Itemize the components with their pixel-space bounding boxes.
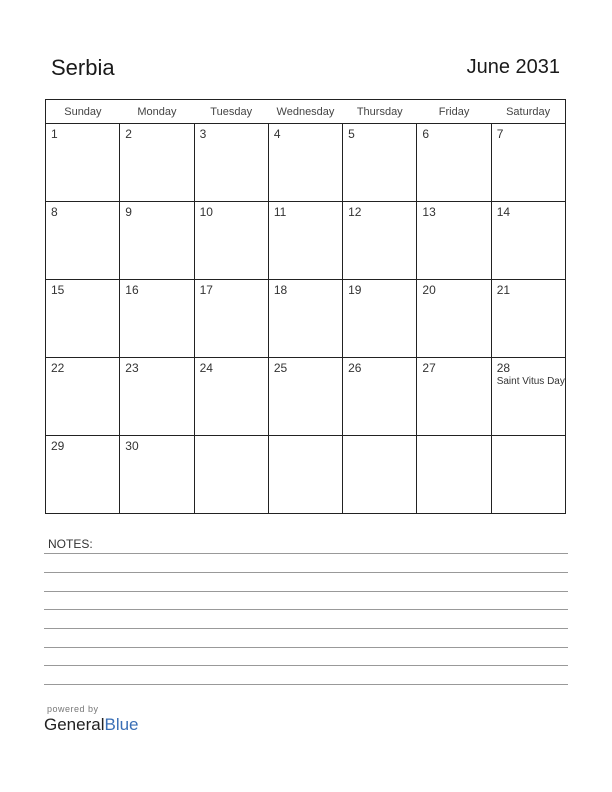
day-number: 9 [125, 205, 132, 219]
day-number: 4 [273, 127, 281, 141]
day-cell [120, 436, 194, 514]
day-number: 12 [348, 205, 362, 219]
day-number: 5 [348, 127, 355, 141]
day-cell [343, 358, 417, 436]
weekday-tuesday: Tuesday [194, 100, 268, 124]
day-number: 1 [51, 127, 58, 141]
day-cell [120, 358, 194, 436]
brand-name [44, 715, 139, 735]
day-number: 19 [348, 283, 362, 297]
day-cell [46, 124, 120, 202]
day-cell [417, 280, 491, 358]
note-line [44, 647, 568, 648]
day-cell [343, 124, 417, 202]
day-cell [491, 280, 565, 358]
day-cell [46, 358, 120, 436]
calendar-grid [45, 99, 566, 514]
day-number: 20 [422, 283, 436, 297]
note-line [44, 572, 568, 573]
weekday-saturday: Saturday [491, 100, 565, 124]
day-number: 30 [125, 439, 139, 453]
note-line [44, 609, 568, 610]
day-cell [417, 124, 491, 202]
day-number: 17 [199, 283, 213, 297]
day-cell [46, 202, 120, 280]
day-cell [417, 436, 491, 514]
day-number: 27 [422, 361, 436, 375]
brand-general-text: General [44, 715, 105, 734]
notes-label: NOTES: [48, 537, 93, 551]
day-number: 22 [51, 361, 65, 375]
week-row [46, 280, 566, 358]
day-cell [491, 358, 565, 436]
day-cell [268, 436, 342, 514]
day-cell [268, 358, 342, 436]
holiday-label: Saint Vitus Day [496, 376, 565, 387]
weekday-friday: Friday [417, 100, 491, 124]
day-number: 13 [422, 205, 436, 219]
month-year-title: June 2031 [466, 56, 560, 78]
day-number: 7 [496, 127, 504, 141]
day-cell [343, 436, 417, 514]
day-cell [343, 202, 417, 280]
day-number: 8 [51, 205, 58, 219]
day-number: 25 [273, 361, 288, 375]
day-number: 23 [125, 361, 139, 375]
day-cell [268, 202, 342, 280]
day-cell [120, 280, 194, 358]
day-number: 21 [496, 283, 511, 297]
day-cell [194, 280, 268, 358]
day-cell [194, 436, 268, 514]
day-cell [194, 124, 268, 202]
day-cell [120, 124, 194, 202]
day-number: 18 [273, 283, 288, 297]
day-number: 3 [199, 127, 207, 141]
day-cell [417, 358, 491, 436]
day-cell [194, 358, 268, 436]
day-number: 10 [199, 205, 213, 219]
note-line [44, 628, 568, 629]
weekday-monday: Monday [120, 100, 194, 124]
day-cell [491, 124, 565, 202]
weekday-thursday: Thursday [343, 100, 417, 124]
note-line [44, 553, 568, 554]
day-cell [491, 436, 565, 514]
day-number: 28 [496, 361, 511, 375]
day-cell [46, 280, 120, 358]
day-number: 29 [51, 439, 65, 453]
day-cell [46, 436, 120, 514]
note-line [44, 684, 568, 685]
note-line [44, 665, 568, 666]
day-number: 6 [422, 127, 430, 141]
day-number: 11 [273, 205, 287, 219]
week-row [46, 358, 566, 436]
day-number: 24 [199, 361, 213, 375]
day-cell [417, 202, 491, 280]
day-number: 15 [51, 283, 65, 297]
weekday-header-row [46, 100, 566, 124]
brand-blue-text: Blue [104, 715, 139, 734]
day-cell [120, 202, 194, 280]
day-cell [343, 280, 417, 358]
week-row [46, 436, 566, 514]
week-row [46, 124, 566, 202]
powered-by-text: powered by [47, 704, 99, 714]
weekday-sunday: Sunday [46, 100, 120, 124]
day-number: 16 [125, 283, 139, 297]
day-number: 2 [125, 127, 132, 141]
note-line [44, 591, 568, 592]
day-cell [491, 202, 565, 280]
country-title: Serbia [51, 55, 115, 80]
day-cell [268, 124, 342, 202]
day-cell [194, 202, 268, 280]
weekday-wednesday: Wednesday [268, 100, 342, 124]
brand-logo [44, 704, 139, 735]
day-number: 26 [348, 361, 362, 375]
week-row [46, 202, 566, 280]
day-number: 14 [496, 205, 511, 219]
day-cell [268, 280, 342, 358]
